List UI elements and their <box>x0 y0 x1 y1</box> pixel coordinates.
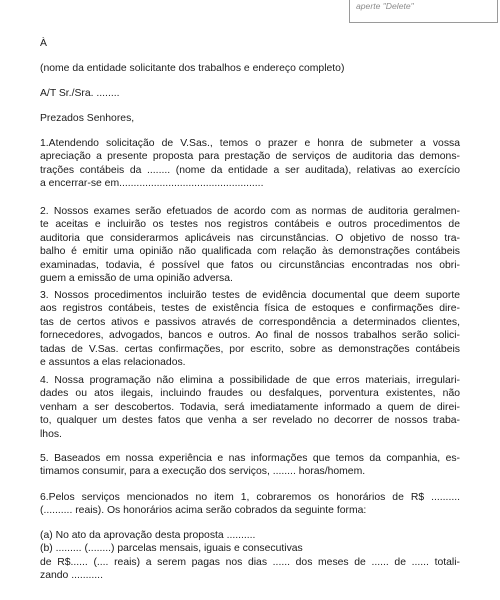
paragraph-line: 1.Atendendo solicitação de V.Sas., temos o prazer e honra de submeter a vossa <box>40 138 460 149</box>
paragraph-line: balho é emitir uma opinião não qualificada com relação às demonstrações contábeis <box>40 246 460 258</box>
paragraph-line: trações contábeis da ........ (nome da entidade a ser auditada), relativas ao exercício <box>40 164 460 176</box>
instruction-note <box>349 0 498 23</box>
paragraph-line: apreciação a presente proposta para prestação de serviços de auditoria das demons- <box>40 151 460 163</box>
attention-line: A/T Sr./Sra. ........ <box>40 88 120 99</box>
paragraph-line: 4. Nossa programação não elimina a possibilidade de que erros materiais, irregulari- <box>40 375 460 386</box>
paragraph-line: auditoria que considerarmos aplicáveis nas circunstâncias. O objetivo de nosso tra- <box>40 232 460 244</box>
paragraph-line: tadas de V.Sas. certas confirmações, por escrito, sobre as demonstrações contábeis <box>40 343 460 355</box>
payment-terms <box>40 529 460 583</box>
paragraph-line: e assuntos a elas relacionados. <box>40 357 186 369</box>
paragraph-line: tas de certos ativos e passivos através de correspondência a determinados clientes, <box>40 316 460 328</box>
paragraph-line: lhos. <box>40 428 62 440</box>
paragraph-line: timamos consumir, para a execução dos serviços, ........ horas/homem. <box>40 466 366 478</box>
greeting: Prezados Senhores, <box>40 113 135 124</box>
paragraph-line: to, qualquer um destes fatos que venha a ser revelado no decorrer de nossos traba- <box>40 415 460 427</box>
paragraph-line: (.......... reais). Os honorários acima serão cobrados da seguinte forma: <box>40 505 367 517</box>
paragraph-line: (b) ......... (........) parcelas mensais, iguais e consecutivas <box>40 543 303 555</box>
recipient-prefix: À <box>40 38 47 49</box>
paragraph-line: a encerrar-se em.................................................. <box>40 178 264 190</box>
paragraph-line: fornecedores, advogados, bancos e outros. Ao final de nossos trabalhos serão solici- <box>40 330 460 342</box>
paragraph-line: (a) No ato da aprovação desta proposta .......... <box>40 530 256 541</box>
paragraph-line: zando ........... <box>40 570 103 582</box>
paragraph-line: guem a emissão de uma opinião adversa. <box>40 273 233 285</box>
paragraph-1 <box>40 137 460 191</box>
paragraph-4 <box>40 374 460 441</box>
paragraph-3 <box>40 289 460 369</box>
paragraph-line: examinadas, todavia, é possível que fatos ou circunstâncias encontradas nos obri- <box>40 259 460 271</box>
paragraph-2 <box>40 205 460 285</box>
note-line: aperte "Delete" <box>356 1 414 11</box>
paragraph-line: 2. Nossos exames serão efetuados de acordo com as normas de auditoria geralmen- <box>40 206 460 217</box>
entity-placeholder: (nome da entidade solicitante dos trabalhos e endereço completo) <box>40 63 345 74</box>
paragraph-line: 3. Nossos procedimentos incluirão testes de evidência documental que deem suporte <box>40 290 460 301</box>
paragraph-line: dades ou atos ilegais, incluindo fraudes ou desfalques, porventura existentes, não <box>40 388 460 400</box>
paragraph-line: 6.Pelos serviços mencionados no item 1, cobraremos os honorários de R$ .......... <box>40 492 460 503</box>
paragraph-line: venham a ser descobertos. Todavia, será imediatamente informado a quem de direi- <box>40 401 460 413</box>
paragraph-5 <box>40 452 460 479</box>
paragraph-line: te aceitas e incluirão os testes nos registros contábeis e outros procedimentos de <box>40 219 460 231</box>
paragraph-6 <box>40 491 460 518</box>
paragraph-line: de R$...... (.... reais) a serem pagas nos dias ...... dos meses de ...... de ...... totali- <box>40 556 460 568</box>
paragraph-line: aos registros contábeis, testes de existência física de estoques e confirmações dire- <box>40 303 460 315</box>
paragraph-line: 5. Baseados em nossa experiência e nas informações que temos da companhia, es- <box>40 453 460 464</box>
